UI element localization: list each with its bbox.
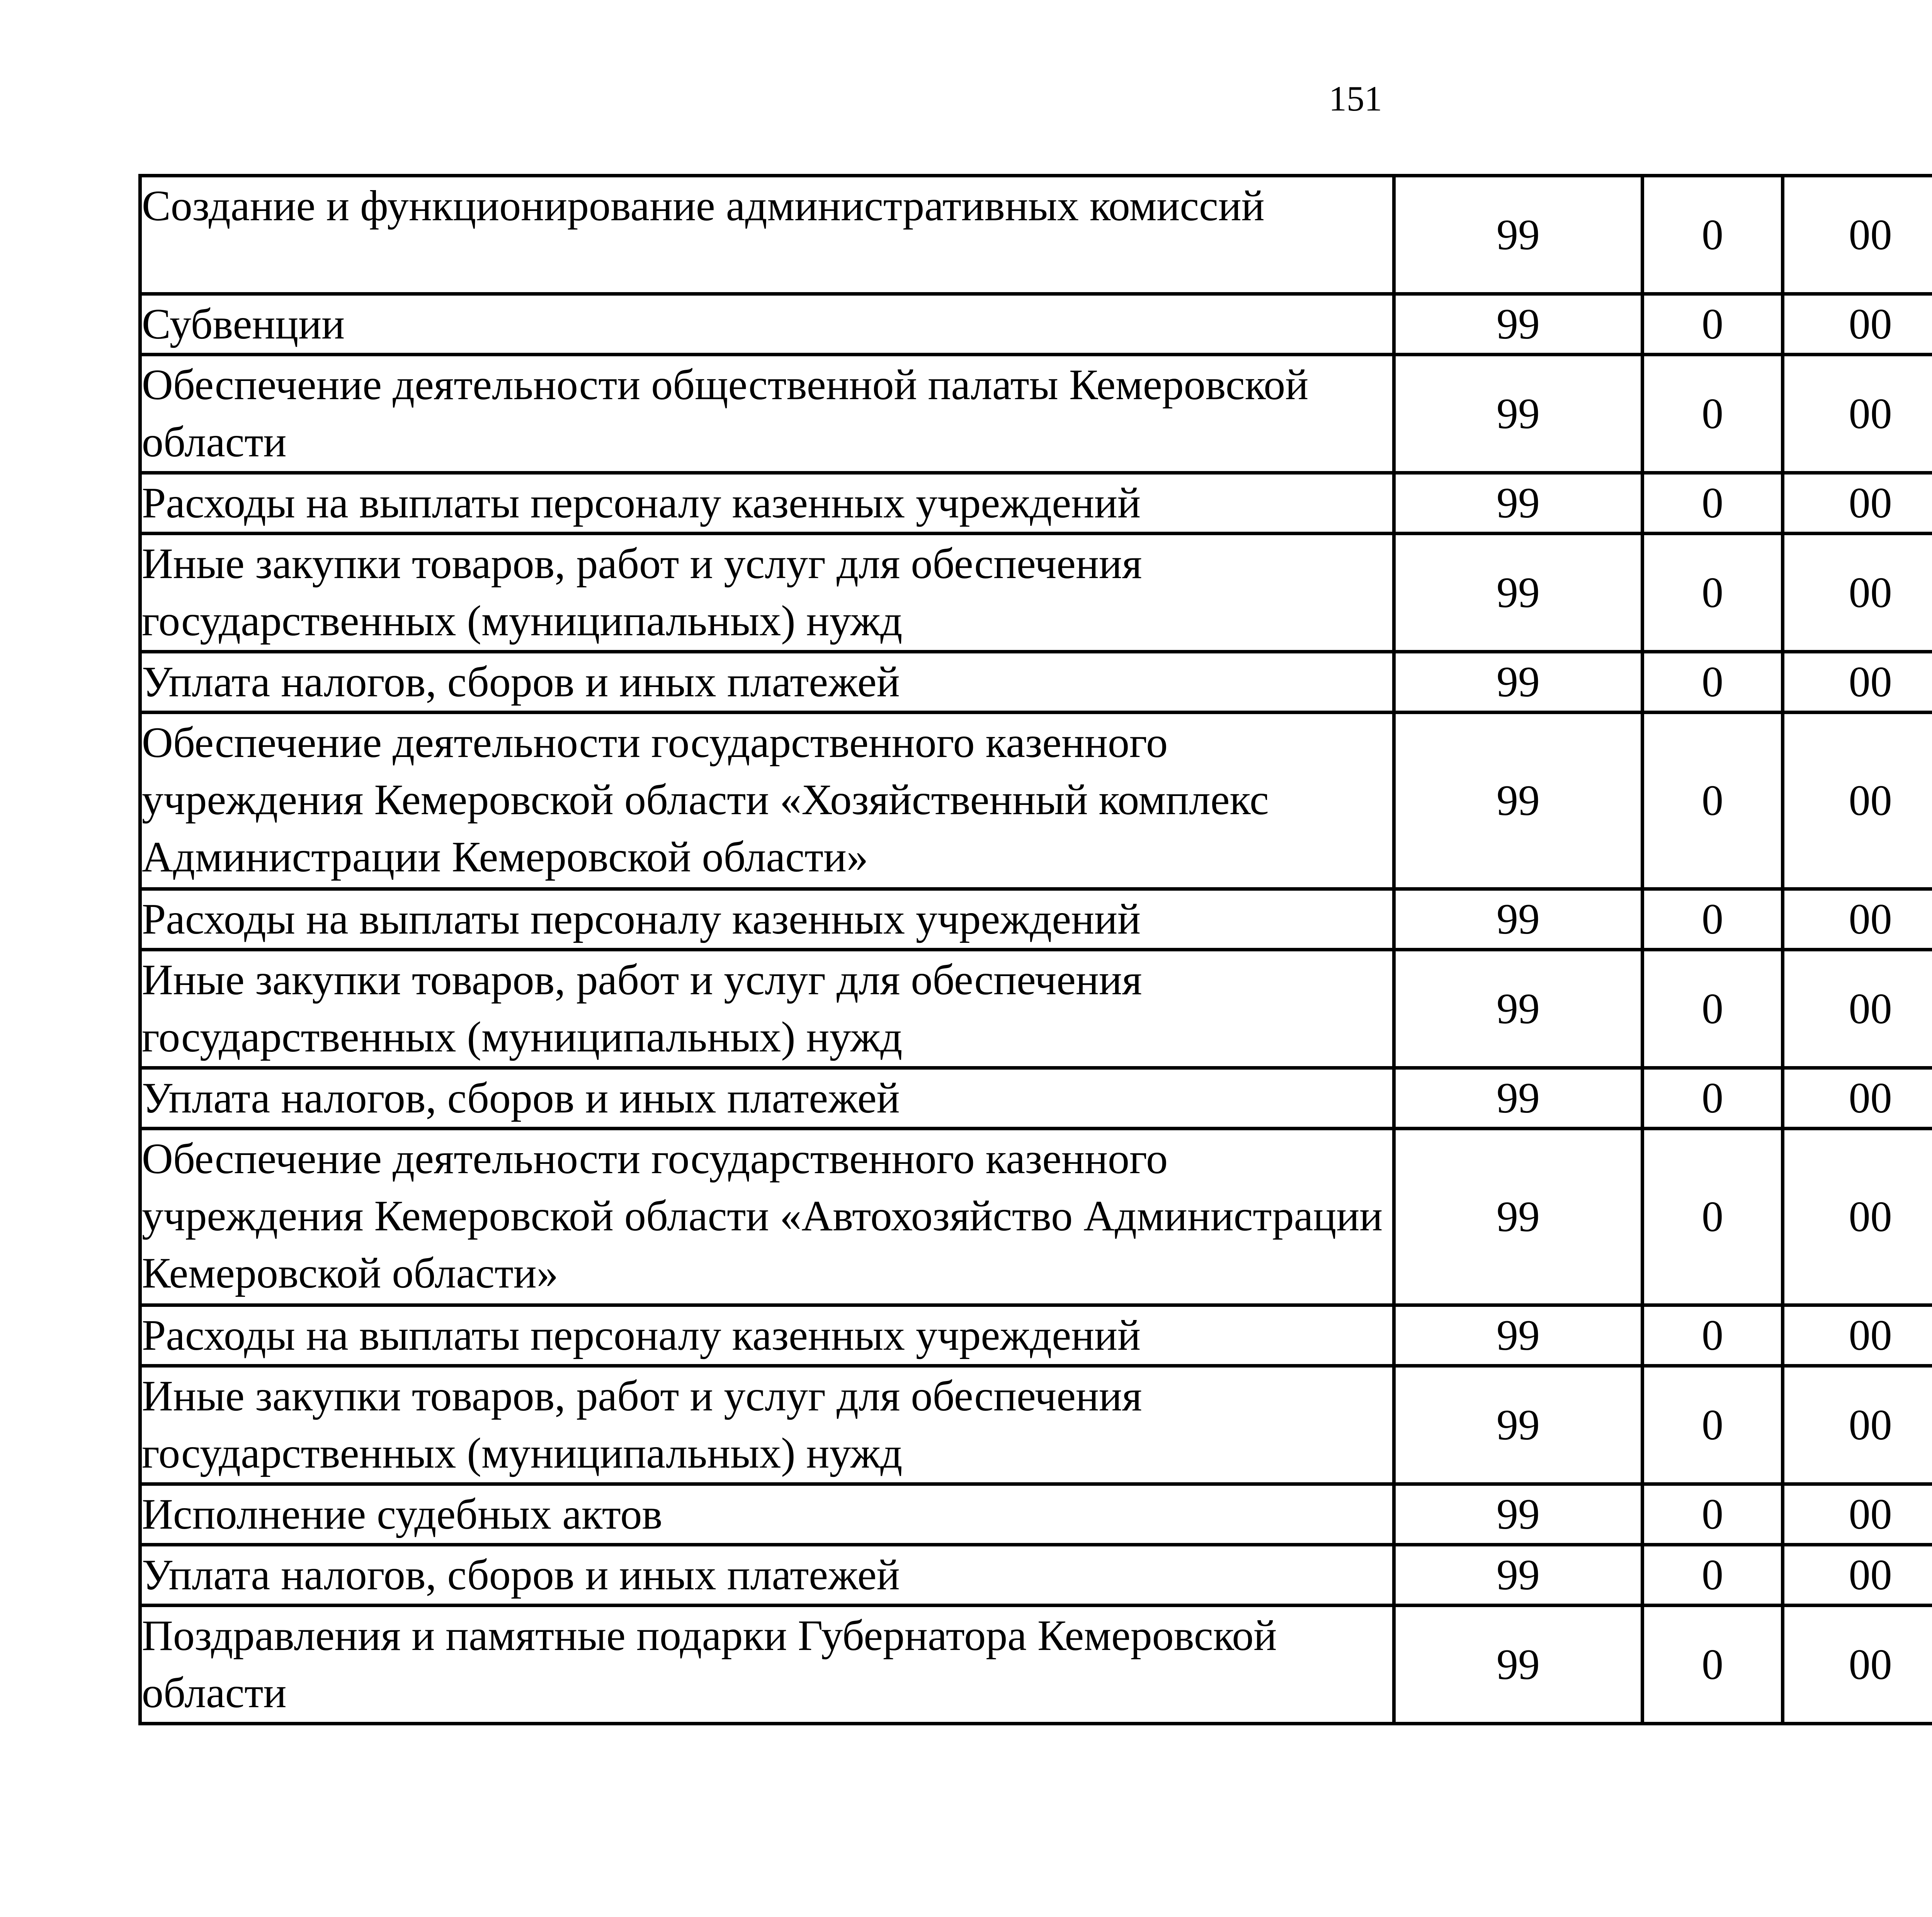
table-row <box>140 1545 1932 1606</box>
code-cell: 99 <box>1394 1068 1643 1129</box>
code-cell: 0 <box>1643 473 1783 534</box>
code-cell: 00 <box>1783 294 1932 355</box>
code-cell: 99 <box>1394 1305 1643 1366</box>
expense-name-cell: Уплата налогов, сборов и иных платежей <box>140 1545 1394 1606</box>
table-row <box>140 1068 1932 1129</box>
code-cell: 0 <box>1643 1545 1783 1606</box>
code-cell: 0 <box>1643 652 1783 713</box>
code-cell: 99 <box>1394 889 1643 950</box>
code-cell: 00 <box>1783 1305 1932 1366</box>
code-cell: 0 <box>1643 355 1783 473</box>
code-cell: 99 <box>1394 473 1643 534</box>
expense-name-cell: Создание и функционирование административных комиссий <box>140 176 1394 294</box>
code-cell: 99 <box>1394 1484 1643 1545</box>
table-row <box>140 1366 1932 1484</box>
code-cell: 0 <box>1643 1366 1783 1484</box>
code-cell: 0 <box>1643 294 1783 355</box>
code-cell: 0 <box>1643 1068 1783 1129</box>
code-cell: 00 <box>1783 1606 1932 1724</box>
code-cell: 0 <box>1643 950 1783 1068</box>
expense-name-cell: Расходы на выплаты персоналу казенных учреждений <box>140 1305 1394 1366</box>
expense-name-cell: Исполнение судебных актов <box>140 1484 1394 1545</box>
code-cell: 0 <box>1643 1305 1783 1366</box>
expense-name-cell: Уплата налогов, сборов и иных платежей <box>140 1068 1394 1129</box>
table-row <box>140 473 1932 534</box>
code-cell: 00 <box>1783 950 1932 1068</box>
expense-name-cell: Обеспечение деятельности государственного казенного учреждения Кемеровской области «Хозяйственный комплекс Администрации Кемеровской области» <box>140 713 1394 889</box>
code-cell: 0 <box>1643 713 1783 889</box>
code-cell: 99 <box>1394 1129 1643 1305</box>
table-row <box>140 176 1932 294</box>
expense-name-cell: Иные закупки товаров, работ и услуг для обеспечения государственных (муниципальных) нужд <box>140 1366 1394 1484</box>
expense-name-cell: Иные закупки товаров, работ и услуг для обеспечения государственных (муниципальных) нужд <box>140 950 1394 1068</box>
budget-table <box>138 174 1932 1725</box>
code-cell: 0 <box>1643 1606 1783 1724</box>
code-cell: 99 <box>1394 652 1643 713</box>
table-row <box>140 950 1932 1068</box>
expense-name-cell: Расходы на выплаты персоналу казенных учреждений <box>140 889 1394 950</box>
code-cell: 99 <box>1394 534 1643 652</box>
code-cell: 99 <box>1394 355 1643 473</box>
code-cell: 99 <box>1394 1606 1643 1724</box>
code-cell: 00 <box>1783 1068 1932 1129</box>
code-cell: 99 <box>1394 294 1643 355</box>
table-row <box>140 1606 1932 1724</box>
code-cell: 0 <box>1643 1129 1783 1305</box>
table-row <box>140 652 1932 713</box>
code-cell: 99 <box>1394 950 1643 1068</box>
page-number: 151 <box>1329 79 1382 118</box>
code-cell: 00 <box>1783 1545 1932 1606</box>
table-row <box>140 1305 1932 1366</box>
code-cell: 99 <box>1394 1545 1643 1606</box>
table-row <box>140 713 1932 889</box>
expense-name-cell: Иные закупки товаров, работ и услуг для обеспечения государственных (муниципальных) нужд <box>140 534 1394 652</box>
table-row <box>140 534 1932 652</box>
code-cell: 0 <box>1643 889 1783 950</box>
code-cell: 00 <box>1783 652 1932 713</box>
code-cell: 00 <box>1783 473 1932 534</box>
table-row <box>140 1484 1932 1545</box>
code-cell: 0 <box>1643 176 1783 294</box>
expense-name-cell: Обеспечение деятельности общественной палаты Кемеровской области <box>140 355 1394 473</box>
code-cell: 0 <box>1643 1484 1783 1545</box>
code-cell: 00 <box>1783 355 1932 473</box>
expense-name-cell: Уплата налогов, сборов и иных платежей <box>140 652 1394 713</box>
code-cell: 00 <box>1783 1484 1932 1545</box>
code-cell: 00 <box>1783 1366 1932 1484</box>
code-cell: 00 <box>1783 889 1932 950</box>
table-row <box>140 294 1932 355</box>
code-cell: 00 <box>1783 534 1932 652</box>
expense-name-cell: Расходы на выплаты персоналу казенных учреждений <box>140 473 1394 534</box>
code-cell: 00 <box>1783 176 1932 294</box>
code-cell: 00 <box>1783 1129 1932 1305</box>
code-cell: 99 <box>1394 1366 1643 1484</box>
code-cell: 99 <box>1394 713 1643 889</box>
table-row <box>140 1129 1932 1305</box>
code-cell: 00 <box>1783 713 1932 889</box>
expense-name-cell: Субвенции <box>140 294 1394 355</box>
expense-name-cell: Поздравления и памятные подарки Губернатора Кемеровской области <box>140 1606 1394 1724</box>
code-cell: 99 <box>1394 176 1643 294</box>
code-cell: 0 <box>1643 534 1783 652</box>
expense-name-cell: Обеспечение деятельности государственного казенного учреждения Кемеровской области «Автохозяйство Администрации Кемеровской области» <box>140 1129 1394 1305</box>
table-row <box>140 889 1932 950</box>
table-row <box>140 355 1932 473</box>
